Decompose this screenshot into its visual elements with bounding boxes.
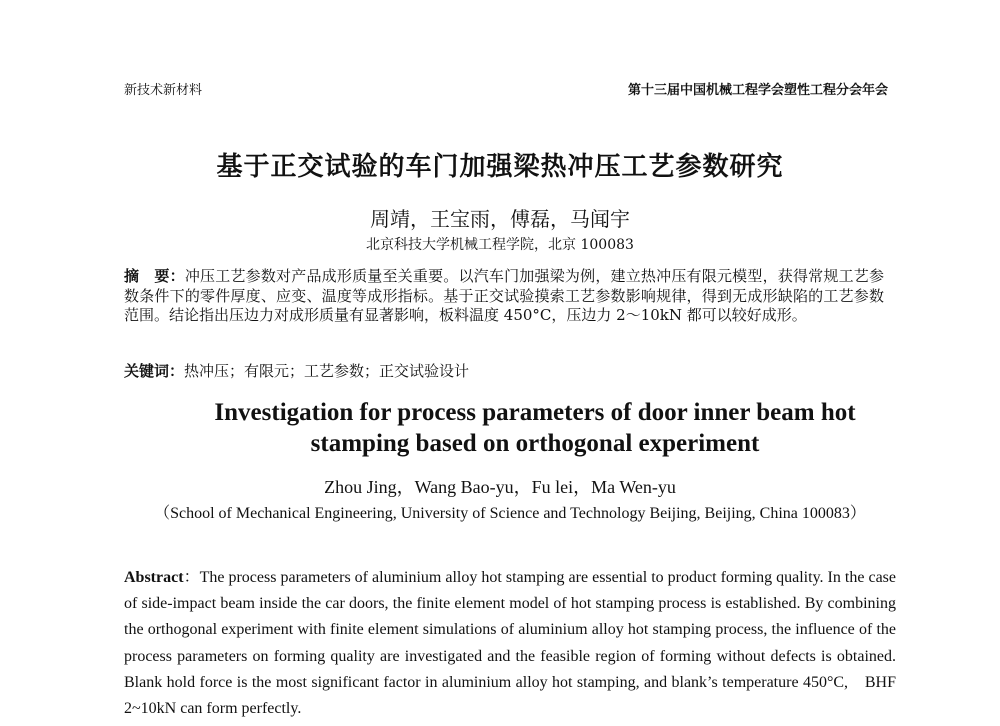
english-abstract-label: Abstract <box>124 569 184 586</box>
chinese-keywords-label: 关键词： <box>124 362 185 380</box>
chinese-keywords-text: 热冲压；有限元；工艺参数；正交试验设计 <box>184 362 470 380</box>
english-abstract <box>124 565 896 722</box>
english-title-line-2: stamping based on orthogonal experiment <box>310 430 760 457</box>
chinese-authors: 周靖，王宝雨，傅磊，马闻宇 <box>370 207 630 231</box>
chinese-affiliation: 北京科技大学机械工程学院，北京 100083 <box>366 237 634 253</box>
running-header-right: 第十三届中国机械工程学会塑性工程分会年会 <box>627 83 888 98</box>
running-header-left: 新技术新材料 <box>124 83 203 98</box>
chinese-keywords <box>124 360 469 381</box>
chinese-abstract <box>124 267 884 326</box>
english-affiliation: （School of Mechanical Engineering, University of Science and Technology Beijing, Beijing, China 100083） <box>154 505 866 522</box>
english-authors: Zhou Jing，Wang Bao-yu，Fu lei，Ma Wen-yu <box>324 477 676 497</box>
english-abstract-text: ：The process parameters of aluminium alloy hot stamping are essential to product forming quality. In the case of side-impact beam inside the car doors, the finite element model of hot stamping process is established. By combining the orthogonal experiment with finite element simulations of aluminium alloy hot stamping process, the influence of the process parameters on forming quality are investigated and the feasible region of forming without defects is obtained. Blank hold force is the most significant factor in aluminium alloy hot stamping, and blank’s temperature 450°C, BHF 2~10kN can form perfectly. <box>124 569 896 718</box>
chinese-abstract-text: 冲压工艺参数对产品成形质量至关重要。以汽车门加强梁为例，建立热冲压有限元模型，获得常规工艺参数条件下的零件厚度、应变、温度等成形指标。基于正交试验摸索工艺参数影响规律，得到无成形缺陷的工艺参数范围。结论指出压边力对成形质量有显著影响，板料温度 450°C，压边力 2～10kN 都可以较好成形。 <box>124 267 884 324</box>
english-title-line-1: Investigation for process parameters of door inner beam hot <box>214 399 856 426</box>
chinese-abstract-label: 摘 要： <box>124 267 185 285</box>
chinese-title: 基于正交试验的车门加强梁热冲压工艺参数研究 <box>216 152 784 182</box>
english-title <box>140 397 930 459</box>
